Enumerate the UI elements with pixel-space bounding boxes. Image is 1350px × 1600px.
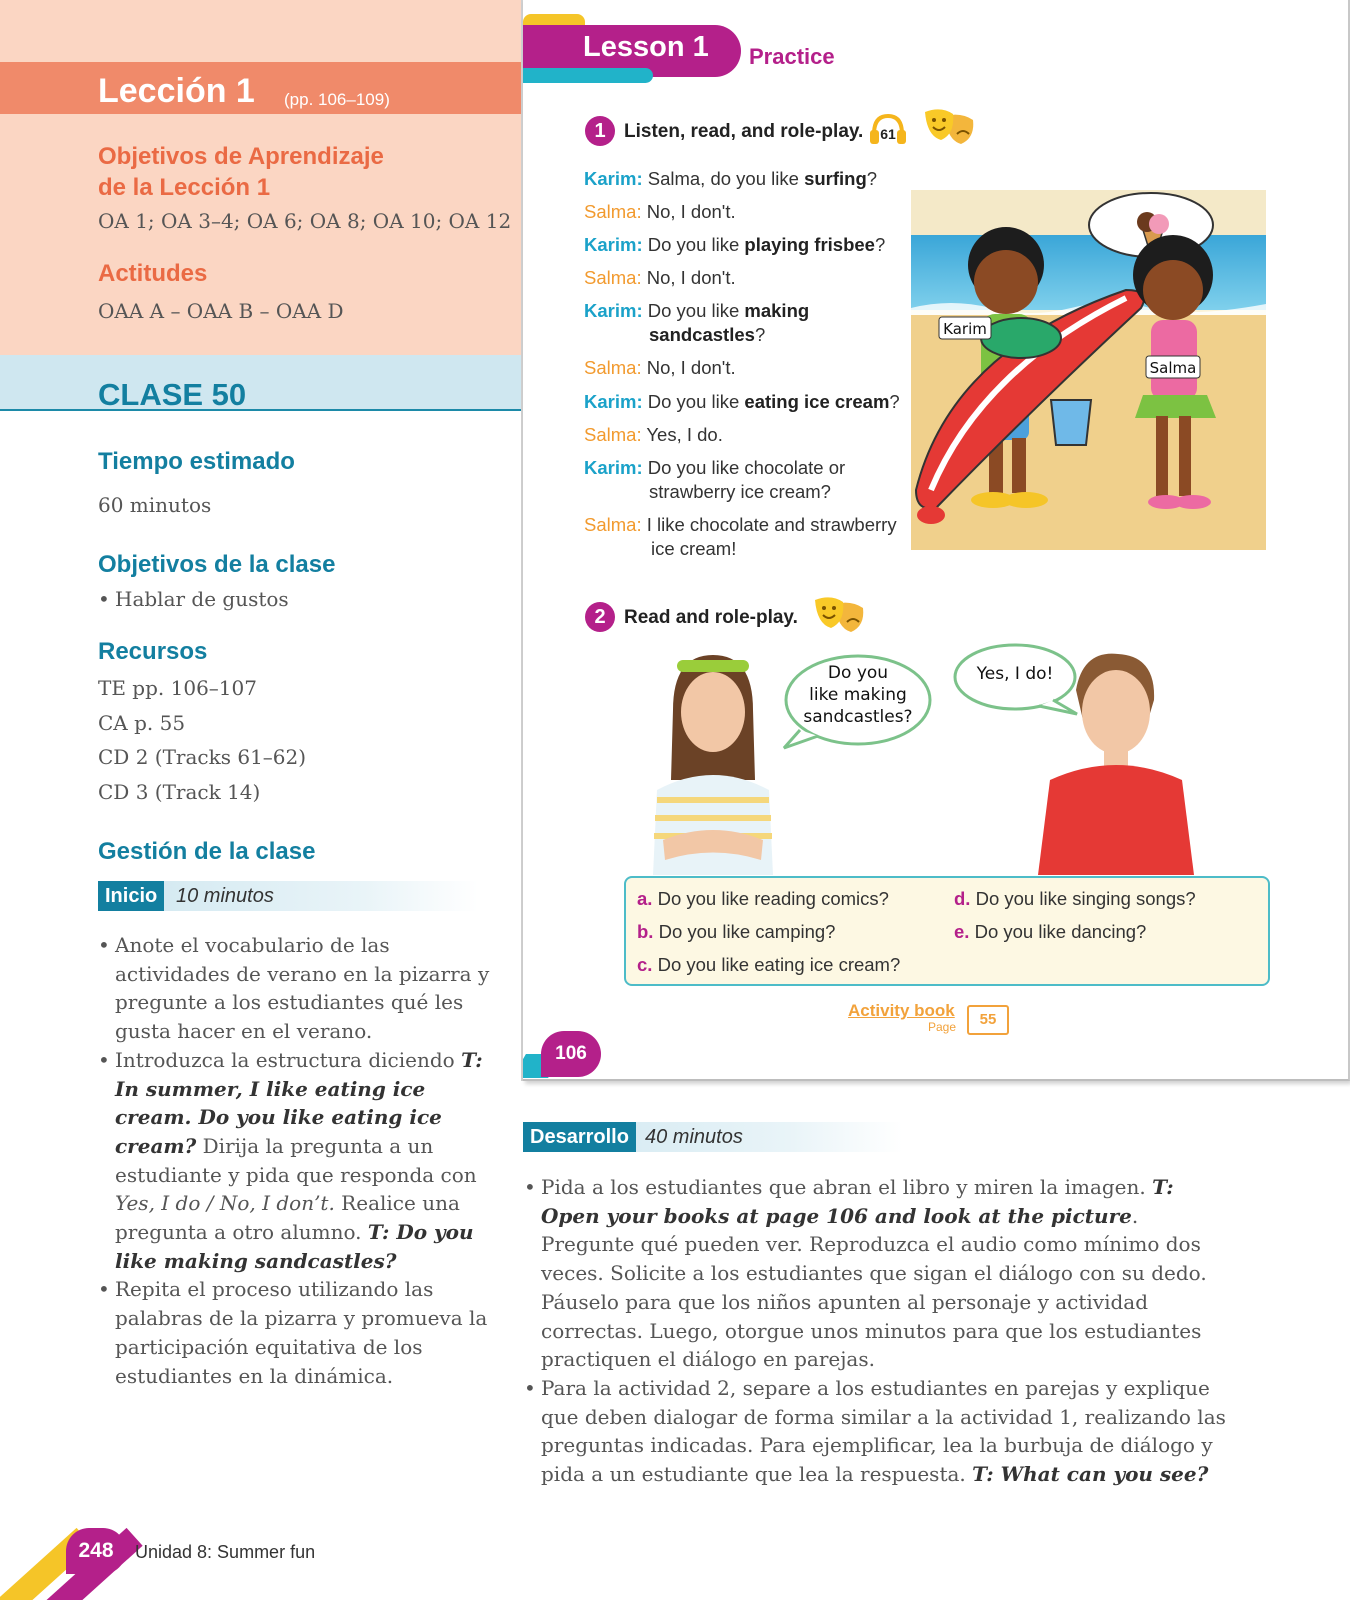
inicio-b2-teacher-line: T: Do you like making sandcastles? xyxy=(115,1220,474,1273)
dialogue-text: ice cream! xyxy=(651,538,737,559)
dialogue-line xyxy=(584,513,897,537)
exercise-1-instruction: Listen, read, and role-play. xyxy=(624,121,864,142)
dialogue-line xyxy=(584,167,877,191)
dialogue-text: ? xyxy=(889,391,900,412)
dialogue-text: Do you like chocolate or xyxy=(642,457,846,478)
question-item xyxy=(954,888,1196,910)
dialogue-text: No, I don't. xyxy=(641,267,736,288)
question-letter: e. xyxy=(954,921,970,942)
attitudes-heading: Actitudes xyxy=(98,260,208,287)
desarrollo-bullet-1 xyxy=(524,1173,1229,1374)
dialogue-keyword: playing frisbee xyxy=(744,234,875,255)
speaker-salma: Salma: xyxy=(584,201,642,222)
dialogue-text: strawberry ice cream? xyxy=(649,481,831,502)
class-title-bar xyxy=(0,355,523,411)
learning-objectives-heading-line2: de la Lección 1 xyxy=(98,174,271,201)
time-heading: Tiempo estimado xyxy=(98,448,295,475)
inicio-bullet-1: • Anote el vocabulario de las actividades de verano en la pizarra y pregunte a los estudiantes qué les gusta hacer en el verano. xyxy=(98,931,503,1046)
inicio-label: Inicio xyxy=(98,881,164,911)
dialogue-keyword: surfing xyxy=(804,168,867,189)
inicio-b2-answer: Yes, I do / No, I don’t. xyxy=(115,1191,335,1216)
activity-book-page-label: Page xyxy=(928,1020,957,1034)
bubble-line: Do you xyxy=(827,663,889,683)
practice-label: Practice xyxy=(749,44,835,69)
speaker-karim: Karim: xyxy=(584,457,643,478)
activity-book-link[interactable]: Activity book xyxy=(848,1001,955,1020)
class-objective-item: • Hablar de gustos xyxy=(98,585,498,614)
desarrollo-section-bar xyxy=(523,1122,903,1152)
oaa-list: OAA A – OAA B – OAA D xyxy=(98,299,344,323)
dialogue-text: Salma, do you like xyxy=(642,168,805,189)
question-letter: b. xyxy=(637,921,654,942)
question-text: Do you like singing songs? xyxy=(975,888,1196,909)
resource-item: CD 2 (Tracks 61–62) xyxy=(98,745,307,769)
resource-item: CD 3 (Track 14) xyxy=(98,780,261,804)
student-book-page xyxy=(523,0,1350,1081)
question-text: Do you like dancing? xyxy=(974,921,1147,942)
question-letter: a. xyxy=(637,888,653,909)
dialogue-line xyxy=(584,233,885,257)
dialogue-text: ? xyxy=(874,234,886,255)
inicio-b2-teacher-line: T: In summer, I like eating ice cream. Do you like eating ice cream? xyxy=(115,1047,483,1158)
inicio-bullet-2 xyxy=(98,1046,503,1276)
inicio-b2-text: Realice una pregunta a otro alumno. xyxy=(115,1191,460,1245)
track-number: 61 xyxy=(880,126,896,142)
learning-objectives-heading xyxy=(98,141,384,203)
exercise-2-instruction: Read and role-play. xyxy=(624,607,798,628)
question-text: Do you like camping? xyxy=(658,921,836,942)
inicio-time: 10 minutos xyxy=(176,885,274,907)
activity-book-page-value: 55 xyxy=(979,1011,997,1028)
dialogue-line xyxy=(584,423,723,447)
dialogue-text: Yes, I do. xyxy=(641,424,723,445)
speech-bubble-question xyxy=(778,652,933,752)
dialogue-text: Do you like xyxy=(642,391,745,412)
time-value: 60 minutos xyxy=(98,493,212,517)
label-karim: Karim xyxy=(943,320,987,338)
speaker-karim: Karim: xyxy=(584,391,643,412)
dialogue-line xyxy=(584,356,736,380)
inicio-b2-text: Introduzca la estructura diciendo xyxy=(115,1047,462,1072)
question-item xyxy=(954,921,1146,943)
bubble-line: sandcastles? xyxy=(803,707,913,727)
lesson-title-bar xyxy=(0,62,523,114)
lesson-pages: (pp. 106–109) xyxy=(284,90,390,109)
desarrollo-time: 40 minutos xyxy=(645,1126,743,1148)
class-objectives-list xyxy=(98,585,498,614)
speaker-karim: Karim: xyxy=(584,168,643,189)
dialogue-keyword: eating ice cream xyxy=(744,391,890,412)
speaker-salma: Salma: xyxy=(584,267,642,288)
desarrollo-text: Para la actividad 2, separe a los estudiantes en parejas y explique que deben dialogar de forma similar a la actividad 1, realizando las preguntas indicadas. Para ejemplificar, lea la burbuja de diálogo y pida a un estudiante que lea la respuesta. xyxy=(541,1375,1226,1487)
question-item xyxy=(637,888,889,910)
resource-item: TE pp. 106–107 xyxy=(98,676,257,700)
speaker-karim: Karim: xyxy=(584,234,643,255)
dialogue-line xyxy=(584,299,809,323)
speaker-salma: Salma: xyxy=(584,357,642,378)
question-letter: c. xyxy=(637,954,653,975)
lesson-title: Lección 1 xyxy=(98,72,255,110)
dialogue-line xyxy=(584,456,845,480)
question-letter: d. xyxy=(954,888,971,909)
desarrollo-text: Pida a los estudiantes que abran el libro y miren la imagen. xyxy=(541,1175,1153,1199)
desarrollo-text: . Pregunte qué pueden ver. Reproduzca el audio como mínimo dos veces. Solicite a los estudiantes que sigan el diálogo con su dedo. Páuselo para que los niños apunten al personaje y actividad correctas. Luego, otorgue unos minutos para que los estudiantes practiquen el diálogo en parejas. xyxy=(541,1203,1207,1372)
dialogue-text: ? xyxy=(866,168,878,189)
beach-illustration xyxy=(911,190,1266,550)
boy-photo xyxy=(1028,650,1198,875)
exercise-1-number: 1 xyxy=(585,116,615,146)
inicio-bullets xyxy=(98,931,503,1390)
exercise-2-number: 2 xyxy=(585,602,615,632)
dialogue-line xyxy=(651,537,736,561)
speech-bubble-question-text xyxy=(778,662,938,728)
dialogue-text: ? xyxy=(754,324,766,345)
dialogue-line xyxy=(584,200,736,224)
teacher-page-number: 248 xyxy=(66,1528,126,1574)
dialogue-text: I like chocolate and strawberry xyxy=(641,514,897,535)
desarrollo-teacher-line: T: What can you see? xyxy=(972,1462,1209,1487)
question-item xyxy=(637,954,900,976)
inicio-b2-text: Dirija la pregunta a un estudiante y pida que responda con xyxy=(115,1133,477,1187)
dialogue-text: Do you like xyxy=(642,300,745,321)
book-page-number: 106 xyxy=(541,1031,601,1077)
dialogue-line xyxy=(649,323,765,347)
dialogue-text: No, I don't. xyxy=(641,357,736,378)
class-title: CLASE 50 xyxy=(98,377,247,412)
lesson-tab-stripe xyxy=(523,68,653,83)
role-play-masks-icon xyxy=(813,596,869,636)
speaker-salma: Salma: xyxy=(584,424,642,445)
activity-book-page-number xyxy=(967,1005,1009,1035)
learning-objectives-heading-line1: Objetivos de Aprendizaje xyxy=(98,143,384,170)
class-management-heading: Gestión de la clase xyxy=(98,838,316,865)
girl-photo xyxy=(643,650,783,875)
question-item xyxy=(637,921,835,943)
dialogue-text: No, I don't. xyxy=(641,201,736,222)
resources-heading: Recursos xyxy=(98,638,208,665)
bubble-line: like making xyxy=(809,685,907,705)
question-text: Do you like eating ice cream? xyxy=(657,954,901,975)
label-salma: Salma xyxy=(1149,359,1197,377)
speaker-karim: Karim: xyxy=(584,300,643,321)
inicio-bullet-3: • Repita el proceso utilizando las palabras de la pizarra y promueva la participación equitativa de los estudiantes en la dinámica. xyxy=(98,1275,503,1390)
resource-item: CA p. 55 xyxy=(98,711,186,735)
desarrollo-bullet-2 xyxy=(524,1374,1229,1489)
book-lesson-title: Lesson 1 xyxy=(583,31,709,63)
speech-bubble-answer-text: Yes, I do! xyxy=(976,664,1054,684)
unit-title: Unidad 8: Summer fun xyxy=(135,1542,316,1562)
role-play-masks-icon xyxy=(923,108,979,148)
desarrollo-teacher-line: T: Open your books at page 106 and look at the picture xyxy=(541,1175,1174,1228)
desarrollo-bullets xyxy=(524,1173,1229,1489)
speaker-salma: Salma: xyxy=(584,514,642,535)
dialogue-keyword: making xyxy=(744,300,810,321)
class-objectives-heading: Objetivos de la clase xyxy=(98,551,336,578)
oa-list: OA 1; OA 3–4; OA 6; OA 8; OA 10; OA 12 xyxy=(98,209,512,233)
dialogue-keyword: sandcastles xyxy=(649,324,755,345)
dialogue-line xyxy=(649,480,831,504)
dialogue-text: Do you like xyxy=(642,234,745,255)
dialogue-line xyxy=(584,266,736,290)
inicio-section-bar xyxy=(98,881,478,911)
desarrollo-label: Desarrollo xyxy=(523,1122,636,1152)
dialogue-line xyxy=(584,390,900,414)
question-text: Do you like reading comics? xyxy=(657,888,889,909)
